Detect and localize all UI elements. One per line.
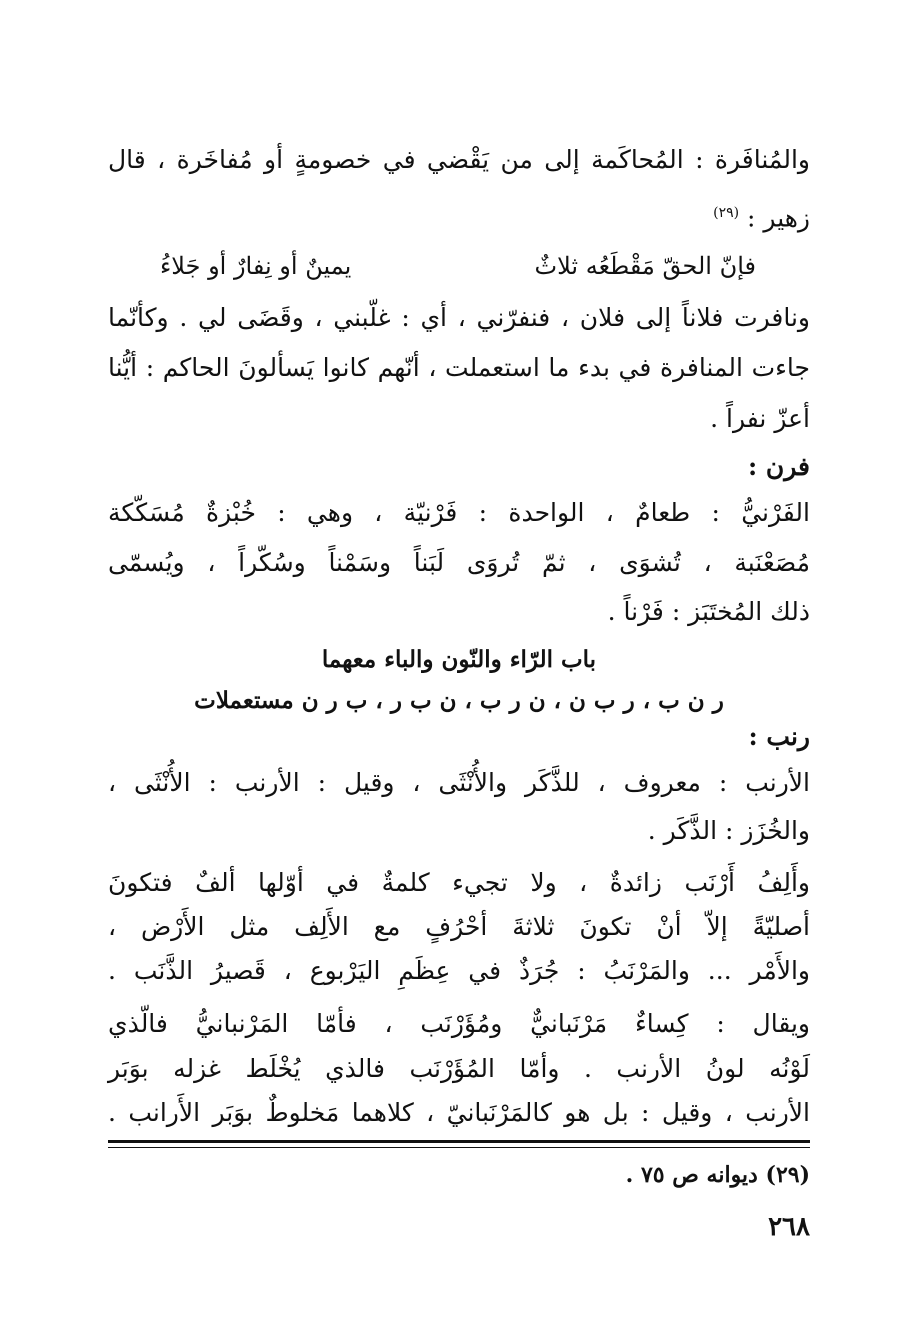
text-line: لَوْنُه لونُ الأرنب . وأمّا المُؤَرْنَب فالذي يُخْلَط غزله بوَبَر xyxy=(108,1054,810,1083)
text-line: وأَلِفُ أَرْنَب زائدةٌ ، ولا تجيء كلمةٌ في أوّلها ألفٌ فتكونَ xyxy=(108,868,810,897)
text-line: ذلك المُختَبَز : فَرْناً . xyxy=(607,597,810,626)
text-line: الفَرْنيُّ : طعامٌ ، الواحدة : فَرْنيّة ، وهي : خُبْزةٌ مُسَكّكة xyxy=(108,498,810,527)
footnote: (٢٩) ديوانه ص ٧٥ . xyxy=(625,1162,810,1188)
text-line: مُصَعْنَبة ، تُشوَى ، ثمّ تُروَى لَبَناً وسَمْناً وسُكّراً ، ويُسمّى xyxy=(108,548,810,577)
verse-line xyxy=(160,251,756,281)
page-number: ٢٦٨ xyxy=(768,1212,810,1242)
entry-heading-farn: فرن : xyxy=(747,452,810,481)
text-line: والمُنافَرة : المُحاكَمة إلى من يَقْضي في خصومةٍ أو مُفاخَرة ، قال xyxy=(108,145,810,174)
footnote-separator-thin xyxy=(108,1147,810,1148)
text-line: ونافرت فلاناً إلى فلان ، فنفرّني ، أي : غلّبني ، وقَضَى لي . وكأنّما xyxy=(108,303,810,332)
verse-hemistich-first: فإنّ الحقّ مَقْطَعُه ثلاثٌ xyxy=(534,252,756,280)
text-line xyxy=(108,198,810,233)
text-line: ويقال : كِساءٌ مَرْنَبانيٌّ ومُؤَرْنَب ، فأمّا المَرْنبانيُّ فالّذي xyxy=(108,1009,810,1038)
text-line: جاءت المنافرة في بدء ما استعملت ، أنّهم كانوا يَسألونَ الحاكم : أيُّنا xyxy=(108,353,810,382)
text-line: الأرنب ، وقيل : بل هو كالمَرْنَبانيّ ، كلاهما مَخلوطٌ بوَبَر الأَرانب . xyxy=(108,1098,810,1127)
text-line: الأرنب : معروف ، للذَّكَر والأُنْثَى ، وقيل : الأرنب : الأُنْثَى ، xyxy=(108,768,810,797)
poet-name: زهير : xyxy=(747,203,810,233)
entry-heading-rnb: رنب : xyxy=(748,722,810,751)
chapter-title: باب الرّاء والنّون والباء معهما xyxy=(321,646,597,673)
footnote-reference: (٢٩) xyxy=(713,205,740,221)
text-line: أعزّ نفراً . xyxy=(710,404,810,433)
footnote-separator xyxy=(108,1140,810,1143)
chapter-subtitle: ر ن ب ، ر ب ن ، ن ر ب ، ن ب ر ، ب ر ن مستعملات xyxy=(194,687,724,714)
text-line: أصليّةً إلاّ أنْ تكونَ ثلاثةَ أحْرُفٍ مع الأَلِف مثل الأَرْض ، xyxy=(108,912,810,941)
verse-hemistich-second: يمينٌ أو نِفارٌ أو جَلاءُ xyxy=(160,252,352,280)
text-line: والخُزَز : الذَّكَر . xyxy=(647,816,810,845)
text-line: والأَمْر ... والمَرْنَبُ : جُرَذٌ في عِظَمِ اليَرْبوع ، قَصيرُ الذَّنَب . xyxy=(108,956,810,985)
